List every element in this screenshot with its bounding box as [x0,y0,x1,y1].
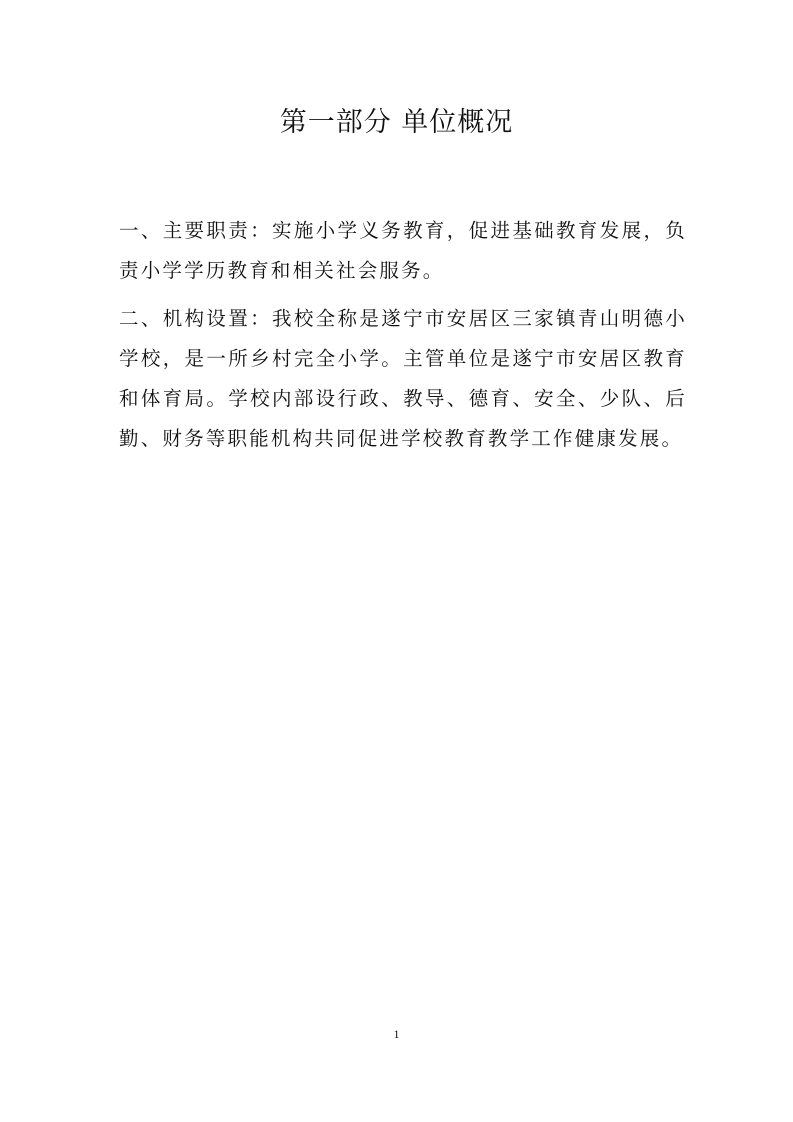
section-main-duties: 一、主要职责：实施小学义务教育，促进基础教育发展，负责小学学历教育和相关社会服务。 [119,219,687,282]
page-number: 1 [393,1027,400,1041]
section-organization: 二、机构设置：我校全称是遂宁市安居区三家镇青山明德小学校，是一所乡村完全小学。主管单位是遂宁市安居区教育和体育局。学校内部设行政、教导、德育、安全、少队、后勤、财务等职能机构共同促进学校教育教学工作健康发展。 [119,307,687,450]
page-title: 第一部分 单位概况 [279,107,514,138]
